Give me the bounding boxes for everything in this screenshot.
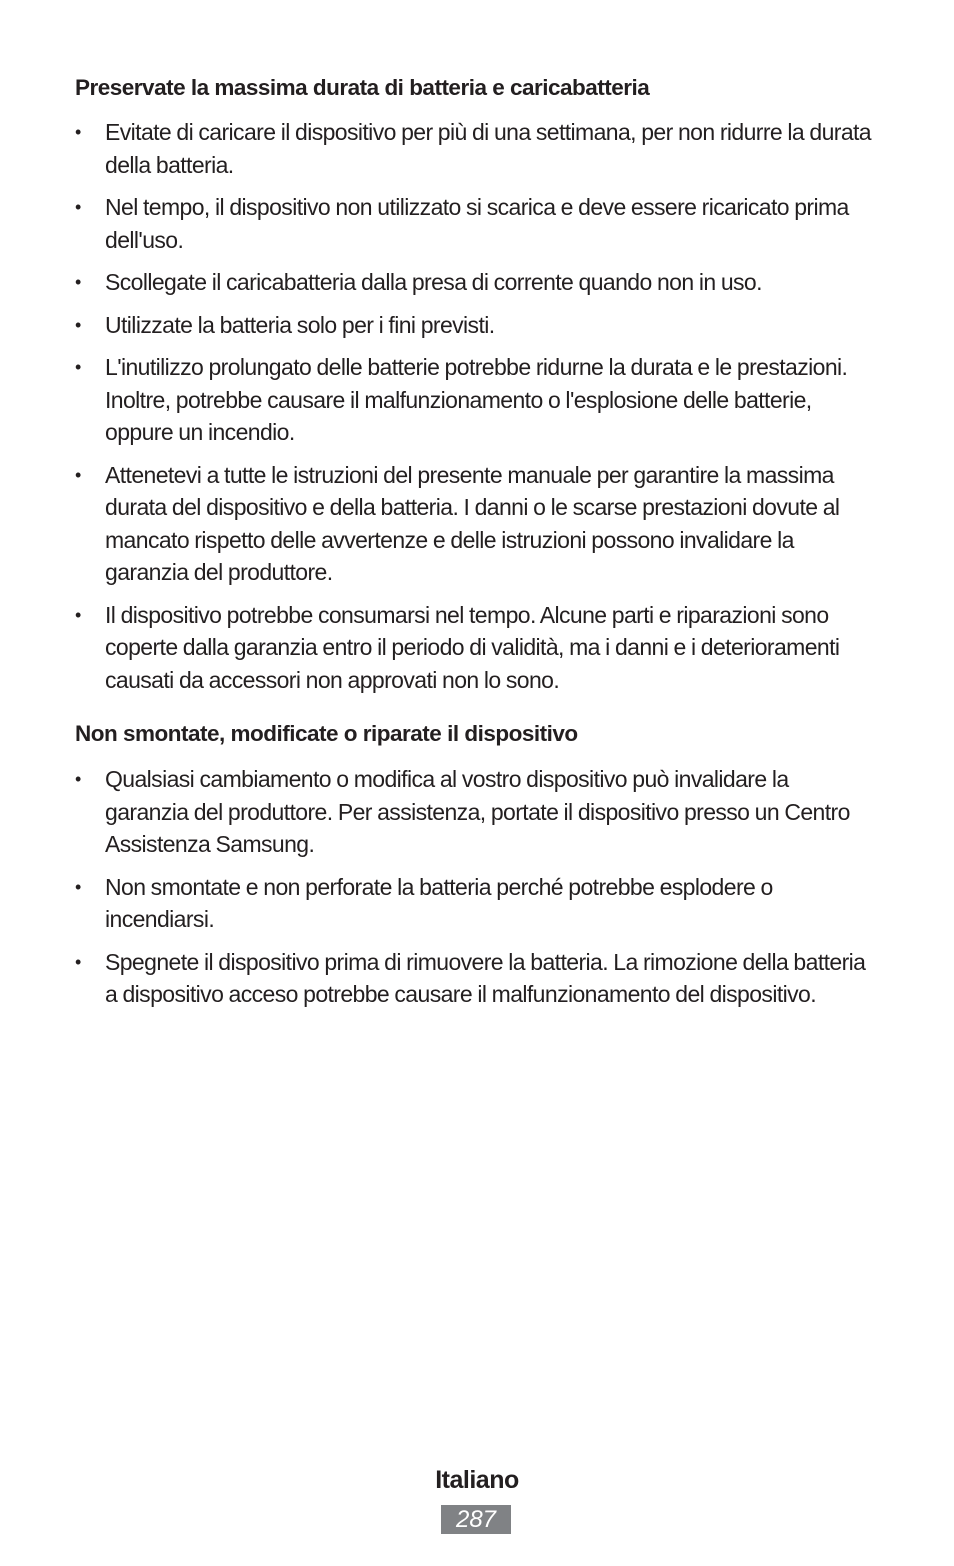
- list-item: [75, 351, 875, 449]
- list-item: [75, 309, 875, 342]
- bullet: •: [75, 604, 81, 625]
- bullet: •: [75, 357, 81, 377]
- page-number: 287: [441, 1505, 511, 1534]
- list-item: [75, 191, 875, 256]
- footer-language: Italiano: [435, 1466, 519, 1494]
- list-item-text: Scollegate il caricabatteria dalla presa di corrente quando non in uso.: [105, 269, 762, 295]
- bullet: •: [75, 951, 81, 972]
- list-item: [75, 459, 875, 589]
- list-item-text: Nel tempo, il dispositivo non utilizzato si scarica e deve essere ricaricato prima dell'uso.: [105, 194, 849, 253]
- section-title-battery: Preservate la massima durata di batteria e caricabatteria: [75, 75, 650, 100]
- list-item-text: L'inutilizzo prolungato delle batterie potrebbe ridurne la durata e le prestazioni. Inoltre, potrebbe causare il malfunzionamento o l'esplosione delle batterie, oppure un incendio.: [105, 354, 848, 445]
- bullet: •: [75, 197, 81, 217]
- list-item-text: Spegnete il dispositivo prima di rimuovere la batteria. La rimozione della batteria a dispositivo acceso potrebbe causare il malfunzionamento del dispositivo.: [105, 948, 866, 1007]
- list-item: [75, 599, 875, 697]
- bullet: •: [75, 769, 81, 789]
- bullet: •: [75, 314, 81, 335]
- bullet: •: [75, 122, 81, 142]
- bullet: •: [75, 876, 81, 897]
- list-item: [75, 116, 875, 181]
- list-item: [75, 763, 875, 861]
- bullet: •: [75, 464, 81, 485]
- list-item-text: Non smontate e non perforate la batteria perché potrebbe esplodere o incendiarsi.: [105, 873, 773, 932]
- list-item: [75, 946, 875, 1011]
- disassembly-bullet-list: [75, 763, 875, 1021]
- bullet: •: [75, 272, 81, 292]
- section-title-disassembly: Non smontate, modificate o riparate il dispositivo: [75, 721, 578, 746]
- list-item-text: Qualsiasi cambiamento o modifica al vostro dispositivo può invalidare la garanzia del produttore. Per assistenza, portate il dispositivo presso un Centro Assistenza Samsung.: [105, 766, 850, 857]
- battery-bullet-list: [75, 116, 875, 706]
- list-item-text: Evitate di caricare il dispositivo per più di una settimana, per non ridurre la durata della batteria.: [105, 119, 871, 178]
- list-item-text: Attenetevi a tutte le istruzioni del presente manuale per garantire la massima durata del dispositivo e della batteria. I danni o le scarse prestazioni dovute al mancato rispetto delle avvertenze e delle istruzioni possono invalidare la garanzia del produttore.: [105, 461, 840, 585]
- list-item: [75, 266, 875, 299]
- list-item-text: Il dispositivo potrebbe consumarsi nel tempo. Alcune parti e riparazioni sono coperte dalla garanzia entro il periodo di validità, ma i danni e i deterioramenti causati da accessori non approvati non lo sono.: [105, 601, 840, 693]
- list-item: [75, 871, 875, 936]
- list-item-text: Utilizzate la batteria solo per i fini previsti.: [105, 311, 495, 338]
